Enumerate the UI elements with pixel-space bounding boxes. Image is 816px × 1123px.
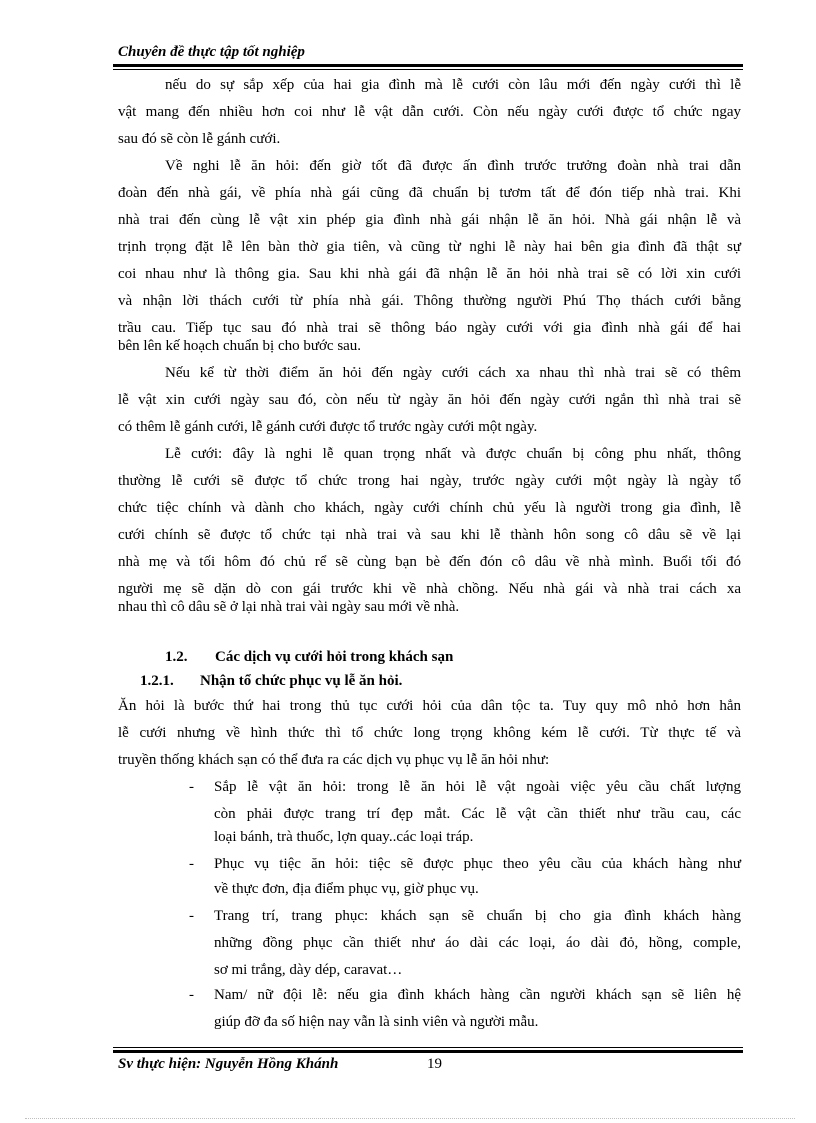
bullet-dash: - <box>189 856 194 872</box>
body-line: coi nhau như là thông gia. Sau khi nhà gái đã nhận lễ ăn hỏi nhà trai sẽ có lời xin cưới <box>118 266 741 282</box>
body-line: thường lễ cưới sẽ được tổ chức trong hai ngày, trước ngày cưới một ngày là ngày tổ <box>118 473 741 489</box>
body-line: nếu do sự sắp xếp của hai gia đình mà lễ cưới còn lâu mới đến ngày cưới thì lễ <box>165 77 741 93</box>
section-title: Các dịch vụ cưới hỏi trong khách sạn <box>215 649 454 665</box>
bullet-line: giúp đỡ đa số hiện nay vẫn là sinh viên và người mẫu. <box>214 1014 539 1030</box>
body-line: trịnh trọng đặt lễ lên bàn thờ gia tiên, và cũng từ nghi lễ này hai bên gia đình đã thật sự <box>118 239 741 255</box>
body-line: cưới chính sẽ được tổ chức tại nhà trai và sau khi lễ thành hôn song cô dâu sẽ về lại <box>118 527 741 543</box>
footer-rule-thin <box>113 1047 743 1048</box>
body-line: nhau thì cô dâu sẽ ở lại nhà trai vài ngày sau mới về nhà. <box>118 599 460 615</box>
bullet-line: những đồng phục cần thiết như áo dài các loại, áo dài đỏ, hồng, comple, <box>214 935 741 951</box>
bullet-line: loại bánh, trà thuốc, lợn quay..các loại tráp. <box>214 829 474 845</box>
body-line: đoàn đến nhà gái, về phía nhà gái cũng đã chuẩn bị tươm tất để đón tiếp nhà trai. Khi <box>118 185 741 201</box>
bullet-dash: - <box>189 779 194 795</box>
bullet-line: Trang trí, trang phục: khách sạn sẽ chuẩn bị cho gia đình khách hàng <box>214 908 741 924</box>
body-line: trầu cau. Tiếp tục sau đó nhà trai sẽ thông báo ngày cưới với gia đình nhà gái để hai <box>118 320 741 336</box>
bullet-dash: - <box>189 908 194 924</box>
body-line: chức tiệc chính và dành cho khách, ngày cưới chính chủ yếu là người trong gia đình, lễ <box>118 500 741 516</box>
body-line: Ăn hỏi là bước thứ hai trong thủ tục cưới hỏi của dân tộc ta. Tuy quy mô nhỏ hơn hẳn <box>118 698 741 714</box>
bullet-line: sơ mi trắng, dày dép, caravat… <box>214 962 403 978</box>
bullet-dash: - <box>189 987 194 1003</box>
page-header-title: Chuyên đề thực tập tốt nghiệp <box>118 44 305 60</box>
body-line: Lễ cưới: đây là nghi lễ quan trọng nhất và được chuẩn bị công phu nhất, thông <box>165 446 741 462</box>
page-break-dotted-line <box>25 1118 795 1119</box>
header-rule-thick <box>113 64 743 67</box>
body-line: lễ cưới nhưng về hình thức thì tổ chức long trọng không kém lễ cưới. Từ thực tế và <box>118 725 741 741</box>
bullet-line: còn phải được trang trí đẹp mắt. Các lễ vật cần thiết như trầu cau, các <box>214 806 741 822</box>
bullet-line: Sắp lễ vật ăn hỏi: trong lễ ăn hỏi lễ vật ngoài việc yêu cầu chất lượng <box>214 779 741 795</box>
bullet-line: Nam/ nữ đội lễ: nếu gia đình khách hàng cần người khách sạn sẽ liên hệ <box>214 987 741 1003</box>
body-line: Nếu kể từ thời điểm ăn hỏi đến ngày cưới cách xa nhau thì nhà trai sẽ có thêm <box>165 365 741 381</box>
subsection-number: 1.2.1. <box>140 673 174 689</box>
body-line: lễ vật xin cưới ngày sau đó, còn nếu từ ngày ăn hỏi đến ngày cưới ngắn thì nhà trai sẽ <box>118 392 741 408</box>
body-line: người mẹ sẽ dặn dò con gái trước khi về nhà chồng. Nếu nhà gái và nhà trai cách xa <box>118 581 741 597</box>
body-line: nhà mẹ và tối hôm đó chủ rể sẽ cùng bạn bè đến đón cô dâu về nhà mình. Buổi tối đó <box>118 554 741 570</box>
body-line: bên lên kế hoạch chuẩn bị cho bước sau. <box>118 338 362 354</box>
subsection-title: Nhận tổ chức phục vụ lễ ăn hỏi. <box>200 673 403 689</box>
body-line: truyền thống khách sạn có thể đưa ra các dịch vụ phục vụ lễ ăn hỏi như: <box>118 752 550 768</box>
page-number: 19 <box>427 1056 442 1072</box>
body-line: có thêm lễ gánh cưới, lễ gánh cưới được tổ trước ngày cưới một ngày. <box>118 419 538 435</box>
footer-rule-thick <box>113 1050 743 1053</box>
body-line: Về nghi lễ ăn hỏi: đến giờ tốt đã được ấn đình trước trưởng đoàn nhà trai dẫn <box>165 158 741 174</box>
section-number: 1.2. <box>165 649 188 665</box>
footer-author: Sv thực hiện: Nguyễn Hồng Khánh <box>118 1056 339 1072</box>
header-rule-thin <box>113 69 743 70</box>
body-line: vật mang đến nhiều hơn coi như lễ vật dẫn cưới. Còn nếu ngày cưới được tổ chức ngay <box>118 104 741 120</box>
bullet-line: Phục vụ tiệc ăn hỏi: tiệc sẽ được phục theo yêu cầu của khách hàng như <box>214 856 741 872</box>
body-line: sau đó sẽ còn lễ gánh cưới. <box>118 131 281 147</box>
body-line: và nhận lời thách cưới từ phía nhà gái. Thông thường người Phú Thọ thách cưới bằng <box>118 293 741 309</box>
body-line: nhà trai đến cùng lễ vật xin phép gia đình nhà gái nhận lễ ăn hỏi. Nhà gái nhận lễ và <box>118 212 741 228</box>
bullet-line: về thực đơn, địa điểm phục vụ, giờ phục vụ. <box>214 881 479 897</box>
